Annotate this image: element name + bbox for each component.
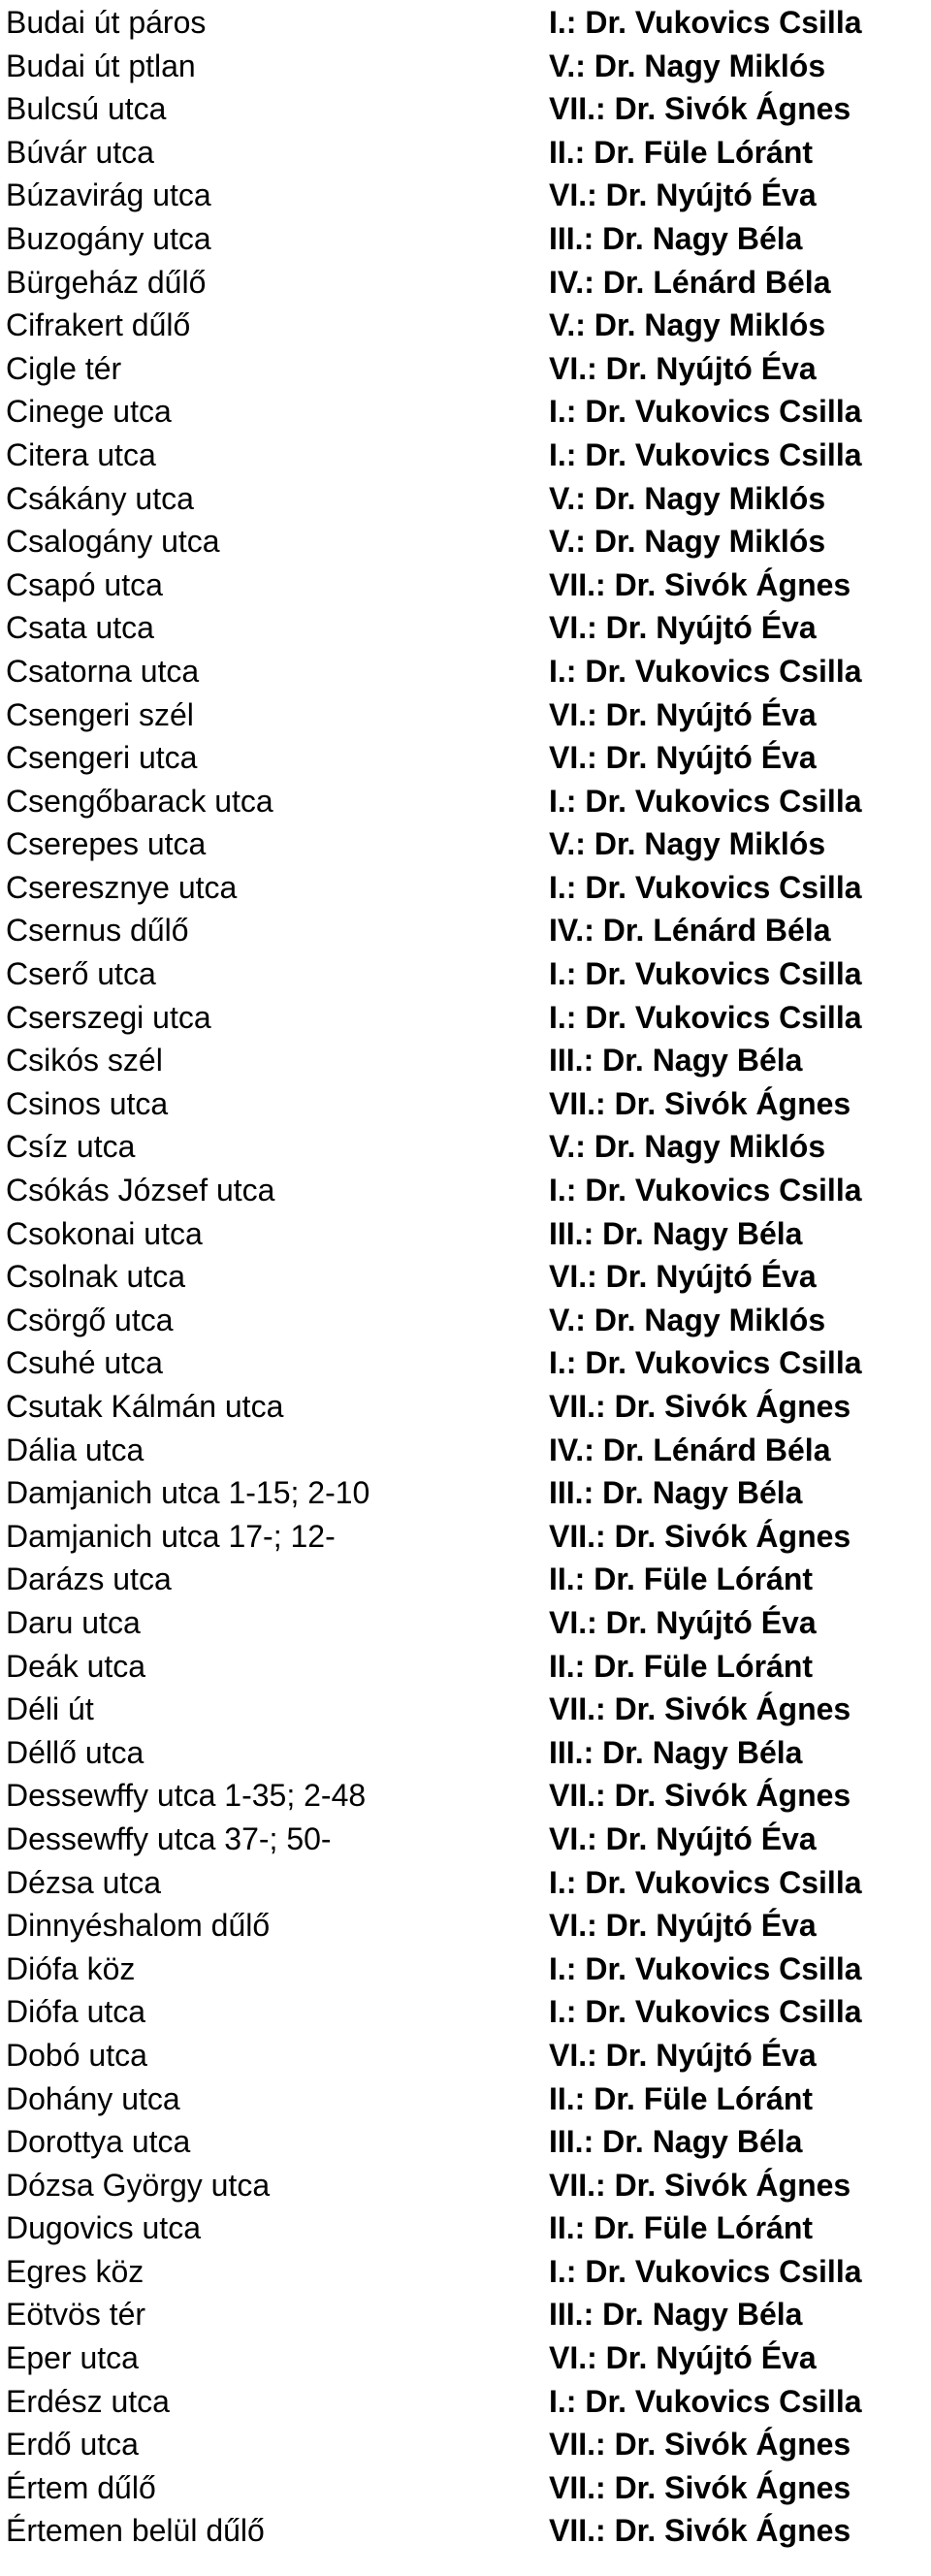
street-name: Dorottya utca bbox=[6, 2124, 191, 2160]
table-row bbox=[0, 1818, 931, 1861]
street-name: Cserepes utca bbox=[6, 826, 207, 862]
street-name: Csernus dűlő bbox=[6, 913, 189, 949]
assigned-doctor: V.: Dr. Nagy Miklós bbox=[549, 48, 826, 83]
street-name: Csákány utca bbox=[6, 480, 194, 516]
street-name: Damjanich utca 17-; 12- bbox=[6, 1518, 336, 1554]
assigned-doctor: IV.: Dr. Lénárd Béla bbox=[549, 1432, 831, 1467]
table-row bbox=[0, 520, 931, 564]
street-name: Dobó utca bbox=[6, 2037, 147, 2073]
assigned-doctor: I.: Dr. Vukovics Csilla bbox=[549, 5, 862, 40]
table-row bbox=[0, 866, 931, 910]
table-row bbox=[0, 1774, 931, 1818]
assigned-doctor: I.: Dr. Vukovics Csilla bbox=[549, 436, 862, 472]
table-row bbox=[0, 564, 931, 607]
street-name: Cserszegi utca bbox=[6, 999, 211, 1035]
table-row bbox=[0, 736, 931, 780]
assigned-doctor: VI.: Dr. Nyújtó Éva bbox=[549, 1259, 817, 1295]
table-row bbox=[0, 952, 931, 996]
table-row bbox=[0, 693, 931, 737]
assigned-doctor: VII.: Dr. Sivók Ágnes bbox=[549, 2513, 851, 2549]
assigned-doctor: II.: Dr. Füle Lóránt bbox=[549, 134, 814, 170]
street-name: Citera utca bbox=[6, 436, 156, 472]
assigned-doctor: III.: Dr. Nagy Béla bbox=[549, 220, 803, 256]
street-name: Búzavirág utca bbox=[6, 177, 211, 213]
assigned-doctor: VII.: Dr. Sivók Ágnes bbox=[549, 2427, 851, 2463]
table-row bbox=[0, 1688, 931, 1731]
table-row bbox=[0, 1558, 931, 1601]
table-row bbox=[0, 1341, 931, 1385]
street-name: Értem dűlő bbox=[6, 2469, 156, 2505]
table-row bbox=[0, 87, 931, 131]
street-name: Dohány utca bbox=[6, 2080, 180, 2116]
assigned-doctor: VI.: Dr. Nyújtó Éva bbox=[549, 1820, 817, 1856]
table-row bbox=[0, 1861, 931, 1905]
assigned-doctor: VI.: Dr. Nyújtó Éva bbox=[549, 740, 817, 776]
assigned-doctor: III.: Dr. Nagy Béla bbox=[549, 1215, 803, 1251]
street-name: Csengőbarack utca bbox=[6, 783, 273, 819]
street-name: Dessewffy utca 37-; 50- bbox=[6, 1820, 332, 1856]
table-row bbox=[0, 2034, 931, 2077]
table-row bbox=[0, 1169, 931, 1212]
assigned-doctor: VI.: Dr. Nyújtó Éva bbox=[549, 2037, 817, 2073]
assigned-doctor: VI.: Dr. Nyújtó Éva bbox=[549, 350, 817, 386]
street-name: Bulcsú utca bbox=[6, 91, 167, 127]
street-name: Csokonai utca bbox=[6, 1215, 203, 1251]
assigned-doctor: I.: Dr. Vukovics Csilla bbox=[549, 956, 862, 992]
assigned-doctor: V.: Dr. Nagy Miklós bbox=[549, 307, 826, 343]
assigned-doctor: VII.: Dr. Sivók Ágnes bbox=[549, 1389, 851, 1424]
street-name: Diófa köz bbox=[6, 1950, 136, 1986]
table-row bbox=[0, 1601, 931, 1645]
table-row bbox=[0, 2423, 931, 2466]
street-name: Dália utca bbox=[6, 1432, 144, 1467]
assigned-doctor: III.: Dr. Nagy Béla bbox=[549, 1475, 803, 1511]
assigned-doctor: III.: Dr. Nagy Béla bbox=[549, 1734, 803, 1770]
street-name: Dózsa György utca bbox=[6, 2167, 271, 2203]
table-row bbox=[0, 2206, 931, 2250]
street-name: Darázs utca bbox=[6, 1562, 172, 1597]
table-row bbox=[0, 1385, 931, 1429]
street-name: Buzogány utca bbox=[6, 220, 211, 256]
table-row bbox=[0, 1515, 931, 1559]
assigned-doctor: II.: Dr. Füle Lóránt bbox=[549, 1648, 814, 1684]
table-row bbox=[0, 434, 931, 477]
assigned-doctor: I.: Dr. Vukovics Csilla bbox=[549, 1345, 862, 1381]
street-name: Csapó utca bbox=[6, 566, 163, 602]
table-row bbox=[0, 2466, 931, 2510]
street-name: Csikós szél bbox=[6, 1043, 163, 1079]
street-name: Csókás József utca bbox=[6, 1173, 275, 1208]
assigned-doctor: VII.: Dr. Sivók Ágnes bbox=[549, 1085, 851, 1121]
table-row bbox=[0, 2336, 931, 2380]
table-row bbox=[0, 477, 931, 521]
street-name: Csalogány utca bbox=[6, 524, 220, 560]
table-row bbox=[0, 1255, 931, 1299]
table-row bbox=[0, 217, 931, 261]
table-row bbox=[0, 1, 931, 45]
assigned-doctor: II.: Dr. Füle Lóránt bbox=[549, 2210, 814, 2246]
table-row bbox=[0, 2509, 931, 2553]
assigned-doctor: I.: Dr. Vukovics Csilla bbox=[549, 653, 862, 689]
street-name: Déllő utca bbox=[6, 1734, 144, 1770]
table-row bbox=[0, 304, 931, 347]
assigned-doctor: V.: Dr. Nagy Miklós bbox=[549, 826, 826, 862]
table-row bbox=[0, 1948, 931, 1991]
assigned-doctor: I.: Dr. Vukovics Csilla bbox=[549, 1173, 862, 1208]
table-row bbox=[0, 1990, 931, 2034]
assigned-doctor: III.: Dr. Nagy Béla bbox=[549, 2124, 803, 2160]
assigned-doctor: VII.: Dr. Sivók Ágnes bbox=[549, 566, 851, 602]
assigned-doctor: I.: Dr. Vukovics Csilla bbox=[549, 1994, 862, 2030]
table-row bbox=[0, 2120, 931, 2164]
street-name: Deák utca bbox=[6, 1648, 146, 1684]
assigned-doctor: II.: Dr. Füle Lóránt bbox=[549, 1562, 814, 1597]
street-name: Dinnyéshalom dűlő bbox=[6, 1908, 271, 1944]
table-row bbox=[0, 2293, 931, 2336]
assigned-doctor: VII.: Dr. Sivók Ágnes bbox=[549, 1778, 851, 1814]
assigned-doctor: I.: Dr. Vukovics Csilla bbox=[549, 394, 862, 430]
assigned-doctor: VI.: Dr. Nyújtó Éva bbox=[549, 2340, 817, 2376]
street-name: Csolnak utca bbox=[6, 1259, 185, 1295]
street-name: Dessewffy utca 1-35; 2-48 bbox=[6, 1778, 367, 1814]
table-row bbox=[0, 1429, 931, 1472]
assigned-doctor: II.: Dr. Füle Lóránt bbox=[549, 2080, 814, 2116]
assigned-doctor: III.: Dr. Nagy Béla bbox=[549, 2297, 803, 2333]
street-name: Csinos utca bbox=[6, 1085, 169, 1121]
table-row bbox=[0, 45, 931, 88]
assigned-doctor: V.: Dr. Nagy Miklós bbox=[549, 1302, 826, 1337]
table-row bbox=[0, 174, 931, 217]
table-row bbox=[0, 1212, 931, 1256]
street-name: Cserő utca bbox=[6, 956, 156, 992]
street-name: Dugovics utca bbox=[6, 2210, 201, 2246]
table-row bbox=[0, 1904, 931, 1948]
table-row bbox=[0, 996, 931, 1040]
assigned-doctor: VII.: Dr. Sivók Ágnes bbox=[549, 1518, 851, 1554]
street-name: Egres köz bbox=[6, 2253, 144, 2289]
assigned-doctor: VII.: Dr. Sivók Ágnes bbox=[549, 2167, 851, 2203]
assigned-doctor: I.: Dr. Vukovics Csilla bbox=[549, 783, 862, 819]
table-row bbox=[0, 1645, 931, 1689]
street-name: Diófa utca bbox=[6, 1994, 146, 2030]
assigned-doctor: V.: Dr. Nagy Miklós bbox=[549, 1129, 826, 1165]
assigned-doctor: I.: Dr. Vukovics Csilla bbox=[549, 1864, 862, 1900]
street-name: Cseresznye utca bbox=[6, 869, 238, 905]
assigned-doctor: I.: Dr. Vukovics Csilla bbox=[549, 999, 862, 1035]
table-row bbox=[0, 2250, 931, 2294]
street-name: Csengeri szél bbox=[6, 696, 194, 732]
table-row bbox=[0, 2077, 931, 2121]
assigned-doctor: VI.: Dr. Nyújtó Éva bbox=[549, 177, 817, 213]
street-name: Déli út bbox=[6, 1691, 94, 1727]
street-name: Értemen belül dűlő bbox=[6, 2513, 265, 2549]
street-name: Csengeri utca bbox=[6, 740, 198, 776]
street-name: Budai út páros bbox=[6, 5, 207, 40]
table-row bbox=[0, 390, 931, 434]
table-row bbox=[0, 347, 931, 391]
table-row bbox=[0, 1731, 931, 1775]
assigned-doctor: IV.: Dr. Lénárd Béla bbox=[549, 913, 831, 949]
table-row bbox=[0, 1299, 931, 1342]
street-name: Dézsa utca bbox=[6, 1864, 162, 1900]
assigned-doctor: I.: Dr. Vukovics Csilla bbox=[549, 1950, 862, 1986]
street-name: Csata utca bbox=[6, 610, 154, 646]
table-row bbox=[0, 1082, 931, 1126]
street-name: Bürgeház dűlő bbox=[6, 264, 207, 300]
street-name: Erdő utca bbox=[6, 2427, 139, 2463]
street-name: Csíz utca bbox=[6, 1129, 136, 1165]
street-name: Csutak Kálmán utca bbox=[6, 1389, 284, 1424]
table-row bbox=[0, 261, 931, 305]
assigned-doctor: I.: Dr. Vukovics Csilla bbox=[549, 869, 862, 905]
street-name: Erdész utca bbox=[6, 2383, 170, 2419]
assigned-doctor: III.: Dr. Nagy Béla bbox=[549, 1043, 803, 1079]
street-name: Damjanich utca 1-15; 2-10 bbox=[6, 1475, 370, 1511]
assigned-doctor: V.: Dr. Nagy Miklós bbox=[549, 524, 826, 560]
table-row bbox=[0, 650, 931, 693]
table-row bbox=[0, 1471, 931, 1515]
street-name: Eötvös tér bbox=[6, 2297, 146, 2333]
table-row bbox=[0, 2380, 931, 2424]
assigned-doctor: VI.: Dr. Nyújtó Éva bbox=[549, 1908, 817, 1944]
street-name: Csörgő utca bbox=[6, 1302, 174, 1337]
street-name: Daru utca bbox=[6, 1604, 141, 1640]
assigned-doctor: V.: Dr. Nagy Miklós bbox=[549, 480, 826, 516]
assigned-doctor: VI.: Dr. Nyújtó Éva bbox=[549, 610, 817, 646]
assigned-doctor: VI.: Dr. Nyújtó Éva bbox=[549, 1604, 817, 1640]
assigned-doctor: VI.: Dr. Nyújtó Éva bbox=[549, 696, 817, 732]
assigned-doctor: VII.: Dr. Sivók Ágnes bbox=[549, 91, 851, 127]
street-name: Csatorna utca bbox=[6, 653, 200, 689]
street-name: Cinege utca bbox=[6, 394, 172, 430]
table-row bbox=[0, 780, 931, 823]
assigned-doctor: VII.: Dr. Sivók Ágnes bbox=[549, 2469, 851, 2505]
street-name: Búvár utca bbox=[6, 134, 154, 170]
table-row bbox=[0, 909, 931, 952]
street-name: Csuhé utca bbox=[6, 1345, 163, 1381]
assigned-doctor: IV.: Dr. Lénárd Béla bbox=[549, 264, 831, 300]
table-row bbox=[0, 822, 931, 866]
table-row bbox=[0, 2164, 931, 2207]
street-name: Budai út ptlan bbox=[6, 48, 196, 83]
table-row bbox=[0, 131, 931, 175]
assigned-doctor: I.: Dr. Vukovics Csilla bbox=[549, 2253, 862, 2289]
street-name: Cifrakert dűlő bbox=[6, 307, 191, 343]
table-row bbox=[0, 606, 931, 650]
table-row bbox=[0, 1039, 931, 1082]
assigned-doctor: I.: Dr. Vukovics Csilla bbox=[549, 2383, 862, 2419]
street-name: Eper utca bbox=[6, 2340, 139, 2376]
table-row bbox=[0, 1125, 931, 1169]
street-name: Cigle tér bbox=[6, 350, 122, 386]
assigned-doctor: VII.: Dr. Sivók Ágnes bbox=[549, 1691, 851, 1727]
